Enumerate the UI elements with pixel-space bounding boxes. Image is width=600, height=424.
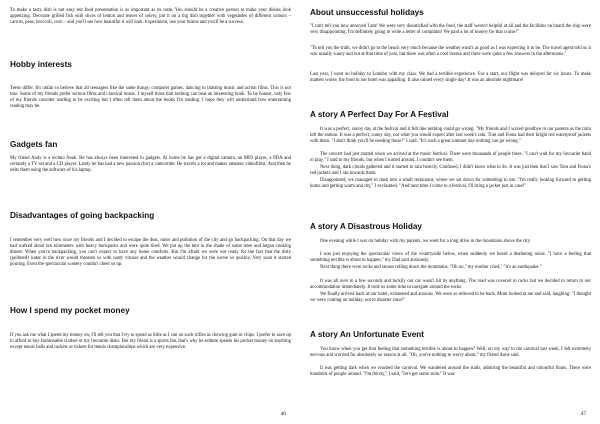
festival-paragraph-3: Next thing, dark clouds gathered and it started to rain heavily. Confused, I didn't know what to do. It was just then that I saw Tom and Fiona's red jackets and I ran towards them. xyxy=(310,165,591,176)
disastrous-paragraph-5: We finally arrived back at our hotel, exhausted and anxious. We were so relieved to be back. Mum looked at me and said, laughing: "I thought we were coming on holiday, not to disaster zone!" xyxy=(310,292,591,303)
page-number-right: 47 xyxy=(580,411,586,417)
festival-paragraph-4: Disappointed, we managed to dash into a small restaurant, where we sat down for something to eat. "I'm really looking forward to getting home and getting warm and dry," I exclaimed. "And next time I come to a festival, I'll bring a jacket just in case!" xyxy=(310,178,591,189)
holidays-quote-2: "To tell you the truth, we didn't go to the beach very much because the weather wasn't as good as I was expecting it to be. The travel agent told us it was usually sunny and hot at that time of year, but there was often a cool breeze and there were quite a few showers in the afternoons." xyxy=(310,46,591,57)
hobby-interests-paragraph: Teens differ. It's unfair to believe that all teenagers like the same things: computer games, dancing to blasting music and action films. This is not true. Some of my friends prefer serious films and classical music. I myself think that nothing can beat an interesting book. To be honest, only few of my friends consider reading to be exciting but I often tell them about the books I'm reading. I hope they will understand how entertaining reading may be. xyxy=(10,86,291,109)
holidays-paragraph-3: Last year, I went on holiday to London with my class. We had a terrible experience. For a start, our flight was delayed for six hours. To make matters worse, the food in our hotel was appalling. It also rained every single day! It was an absolute nightmare! xyxy=(310,72,591,83)
disastrous-paragraph-2: I was just enjoying the spectacular views of the countryside below, when suddenly we heard a deafening noise. "I have a feeling that something terrible is about to happen," my Dad said anxiously. xyxy=(310,252,591,263)
disastrous-paragraph-3: Next thing there were rocks and stones rolling down the mountains. "Oh no," my mother cried," "it's an earthquake." xyxy=(320,265,542,270)
hobby-interests-heading: Hobby interests xyxy=(10,60,72,69)
pocket-money-paragraph: If you ask me what I spend my money on, I'll tell you that I try to spend as little as I can on such trifles as chewing gum or chips. I prefer to save up to afford to buy fashionable clothes or my favourite disks. But my friend is a sports fan, that's why he seldom spends his pocket money on anything except tennis balls and rackets or tickets for tennis championships which are very expensive. xyxy=(10,333,291,350)
disastrous-paragraph-1: One evening while I was on holiday with my parents, we went for a long drive in the mountains above the city. xyxy=(320,239,531,244)
unfortunate-event-heading: A story An Unfortunate Event xyxy=(310,330,425,339)
pocket-money-heading: How I spend my pocket money xyxy=(10,306,130,315)
backpacking-heading: Disadvantages of going backpacking xyxy=(10,211,155,220)
festival-paragraph-2: The concert had just started when we arrived at the music festival. There were thousands of people there. "I can't wait for my favourite band to play," I said to my friends, but when I turned around, I couldn't see them. xyxy=(310,152,591,163)
right-page xyxy=(300,0,600,424)
food-presentation-paragraph: To make a tasty dish is not easy but food presentation is as important as its taste. You should be a creative person to make your dishes look appetizing. Decorate grilled fish with slices of lemon and leaves of celery, put it on a big dish together with vegetables of different colours – carrots, peas, broccoli, corn – and you'll see how beautiful it will look. Experiment, use your brains and you'll be a success. xyxy=(10,8,291,25)
unsuccessful-holidays-heading: About unsuccessful holidays xyxy=(310,8,424,17)
holidays-quote-1: "I can't tell you how annoyed I am! We were very dissatisfied with the food, the staff weren't helpful at all and the facilities on board the ship were very disappointing. I'm definitely going to write a letter of complaint! We paid a lot of money for that cruise!" xyxy=(310,24,591,35)
festival-paragraph-1: It was a perfect, sunny day at the festival and it felt like nothing could go wrong. "My friends and I waved goodbye to our parents as the train left the station. It was a perfect, sunny day, not what you would expect after last week's rain. Tom and Fiona had their bright red waterproof jackets with them. "I don't think you'll be needing those!" I said. "It's such a great summer day nothing can go wrong." xyxy=(310,127,591,144)
perfect-day-heading: A story A Perfect Day For A Festival xyxy=(310,110,449,119)
page-number-left: 46 xyxy=(280,411,286,417)
gadgets-fan-paragraph: My friend Andy is a techno freak. He has always been interested in gadgets. At home he has got a digital camera, an MP3 player, a PDA and certainly a TV set and a CD player. Lately he has had a new passion (for) a camcorder. He travels a lot and makes amateur videofilms. And then he edits them using the software of his laptop. xyxy=(10,156,291,173)
unfortunate-paragraph-2: It was getting dark when we reached the carnival. We wandered around the stalls, admiring the beautiful and colourful floats. There were hundreds of people around. "I'm thirsty," I said, "let's get some soda." It was xyxy=(310,366,591,377)
gadgets-fan-heading: Gadgets fan xyxy=(10,140,58,149)
unfortunate-paragraph-1: You know when you get that feeling that something terrible is about to happen? Well, on my way to the carnival last week, I felt extremely nervous and worried for absolutely no reason at all. "Oh, you're nothing to worry about," my friend Anne said. xyxy=(310,347,591,358)
backpacking-paragraph: I remember very well how once my friends and I decided to escape the dust, noise and pollution of the city and go backpacking. On that day we had walked about ten kilometers with heavy backpacks and were quite tired. We put up the tent in the shade of some trees and began cooking dinner. When you're backpacking, you can't expect to have any home comforts. But I'm afraid we were not ready for the fact that the dirty (polluted) water in the river would threaten us with nasty viruses and the weather would change for the worse so quickly. Very soon it started pouring. Even the spectacular scenery couldn't cheer us up. xyxy=(10,238,291,267)
disastrous-holiday-heading: A story A Disastrous Holiday xyxy=(310,222,422,231)
disastrous-paragraph-4: It was all over in a few seconds and luckily our car wasn't hit by anything. The road was covered in rocks but we decided to return to our accommodation immediately. It took us some time to navigate around the rocks. xyxy=(310,279,591,290)
